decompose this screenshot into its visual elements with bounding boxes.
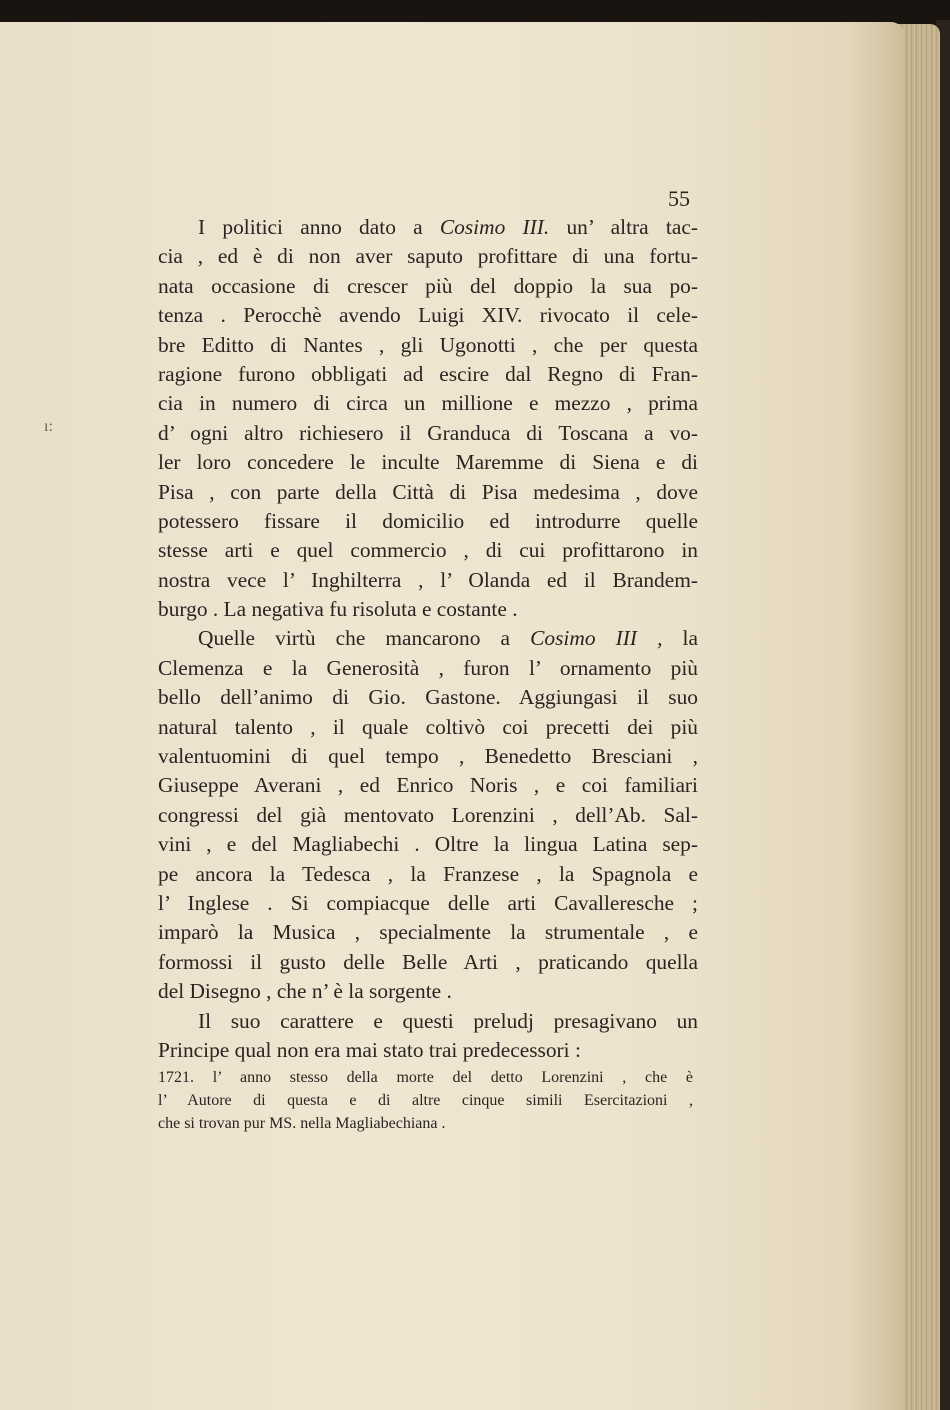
paragraph-2-line: bello dell’animo di Gio. Gastone. Aggiungasi il suo [158, 685, 698, 710]
show-through-text [158, 1050, 698, 1062]
paragraph-2-line: natural talento , il quale coltivò coi precetti dei più [158, 714, 698, 739]
paragraph-1-line: potessero fissare il domicilio ed introdurre quelle [158, 508, 698, 533]
page-number: 55 [668, 186, 690, 211]
paragraph-2-line: l’ Inglese . Si compiacque delle arti Cavalleresche ; [158, 890, 698, 915]
paragraph-2-line: del Disegno , che n’ è la sorgente . [158, 979, 452, 1004]
paragraph-1-line: ler loro concedere le inculte Maremme di Siena e di [158, 450, 698, 475]
paragraph-1-line: bre Editto di Nantes , gli Ugonotti , che per questa [158, 332, 698, 357]
paragraph-2-line: congressi del già mentovato Lorenzini , dell’Ab. Sal- [158, 802, 698, 827]
paragraph-1-line: cia in numero di circa un millione e mezzo , prima [158, 391, 698, 416]
paragraph-1-line: burgo . La negativa fu risoluta e costante . [158, 597, 518, 622]
paragraph-1-line: nostra vece l’ Inghilterra , l’ Olanda ed il Brandem- [158, 567, 698, 592]
italic-text: Cosimo III. [439, 215, 550, 239]
paragraph-1-line: cia , ed è di non aver saputo profittare di una fortu- [158, 244, 698, 269]
paragraph-2-line: Clemenza e la Generosità , furon l’ ornamento più [158, 655, 698, 680]
margin-mark: ı: [44, 418, 53, 435]
footnote-line: l’ Autore di questa e di altre cinque simili Esercitazioni , [158, 1092, 693, 1109]
paragraph-1 [158, 213, 698, 624]
paragraph-1-line: ragione furono obbligati ad escire dal Regno di Fran- [158, 361, 698, 386]
paragraph-2 [158, 624, 698, 1006]
paragraph-3-line: Principe qual non era mai stato trai predecessori : [158, 1037, 581, 1062]
paragraph-2-line: valentuomini di quel tempo , Benedetto Bresciani , [158, 744, 698, 769]
footnote [158, 1066, 693, 1135]
italic-text: Cosimo III , [530, 626, 663, 651]
paragraph-1-line: d’ ogni altro richiesero il Granduca di Toscana a vo- [158, 420, 698, 445]
paragraph-2-line: vini , e del Magliabechi . Oltre la lingua Latina sep- [158, 832, 698, 857]
paragraph-2-line: pe ancora la Tedesca , la Franzese , la Spagnola e [158, 861, 698, 886]
paragraph-2-line: Giuseppe Averani , ed Enrico Noris , e coi familiari [158, 773, 698, 798]
paragraph-1-line: stesse arti e quel commercio , di cui profittarono in [158, 538, 698, 563]
paragraph-1-line: Pisa , con parte della Città di Pisa medesima , dove [158, 479, 698, 504]
footnote-line: 1721. l’ anno stesso della morte del detto Lorenzini , che è [158, 1069, 693, 1086]
paragraph-1-line: nata occasione di crescer più del doppio la sua po- [158, 273, 698, 298]
body-text [158, 213, 698, 1065]
paragraph-2-line: formossi il gusto delle Belle Arti , praticando quella [158, 949, 698, 974]
paragraph-1-line: tenza . Perocchè avendo Luigi XIV. rivocato il cele- [158, 303, 698, 328]
paragraph-1-line: I politici anno dato a Cosimo III. un’ altra tac- [198, 215, 698, 239]
paragraph-3-line: Il suo carattere e questi preludj presagivano un [198, 1008, 698, 1033]
footnote-line: che si trovan pur MS. nella Magliabechiana . [158, 1115, 446, 1132]
paragraph-2-line: imparò la Musica , specialmente la strumentale , e [158, 920, 698, 945]
paragraph-2-line: Quelle virtù che mancarono a Cosimo III , la [198, 626, 698, 651]
